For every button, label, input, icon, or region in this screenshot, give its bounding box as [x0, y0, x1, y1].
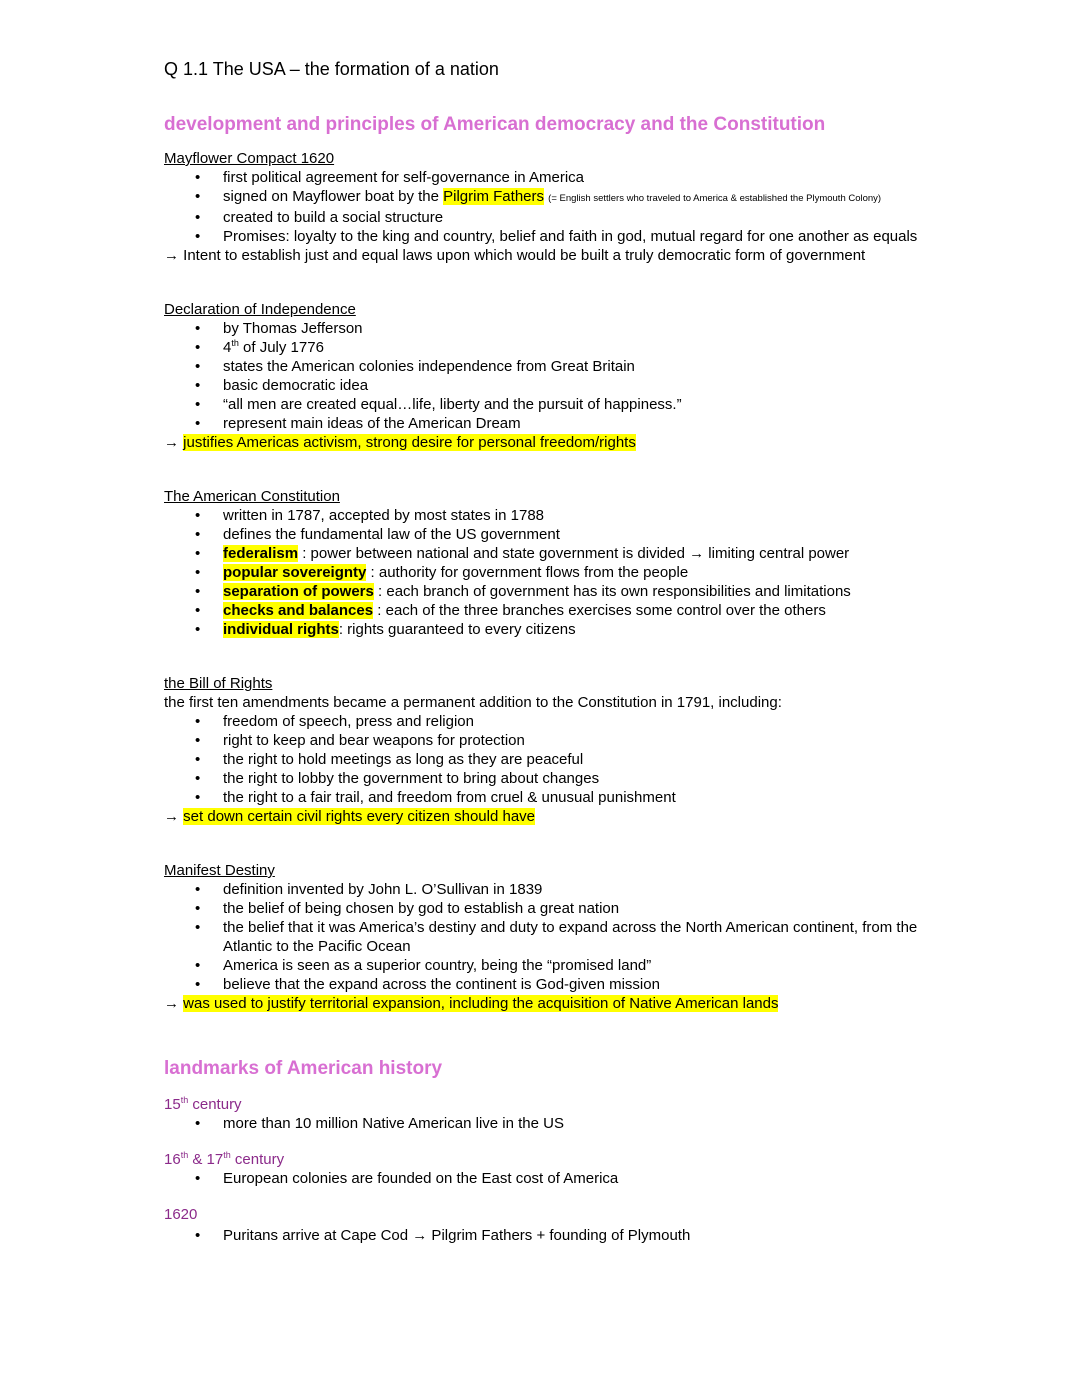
list-item	[164, 769, 924, 788]
mayflower-compact-list	[164, 168, 924, 246]
term-checks-and-balances: checks and balances	[223, 602, 374, 619]
manifest-destiny-list	[164, 880, 924, 994]
landmark-list	[164, 1226, 924, 1245]
list-item-text: created to build a social structure	[223, 209, 444, 226]
superscript: th	[223, 1150, 231, 1160]
list-item-text: freedom of speech, press and religion	[223, 713, 474, 730]
list-item	[164, 227, 924, 246]
conclusion-text: was used to justify territorial expansion, including the acquisition of Native American lands	[183, 995, 779, 1012]
highlight-pilgrim-fathers: Pilgrim Fathers	[443, 188, 544, 205]
list-item-text: defines the fundamental law of the US government	[223, 526, 560, 543]
list-item-text: written in 1787, accepted by most states in 1788	[223, 507, 545, 524]
superscript: th	[180, 1150, 189, 1160]
list-item	[164, 1169, 924, 1188]
constitution-list	[164, 506, 924, 639]
list-item-text: Puritans arrive at Cape Cod	[223, 1227, 413, 1244]
document-content	[164, 58, 924, 1262]
list-item-text: more than 10 million Native American live in the US	[223, 1115, 564, 1132]
section-heading-democracy: development and principles of American democracy and the Constitution	[164, 114, 826, 135]
list-item-text: : power between national and state government is divided → limiting central power	[298, 545, 850, 562]
list-item	[164, 376, 924, 395]
list-item	[164, 168, 924, 187]
constitution-block	[164, 487, 924, 639]
landmark-heading-text: & 17	[188, 1151, 224, 1168]
landmark-heading-text: century	[230, 1151, 285, 1168]
landmark-heading-text: century	[188, 1096, 242, 1113]
term-popular-sovereignty: popular sovereignty	[223, 564, 367, 581]
conclusion-text: Intent to establish just and equal laws upon which would be built a truly democratic form of government	[183, 247, 866, 264]
landmark-heading	[164, 1095, 924, 1114]
list-item	[164, 525, 924, 544]
term-federalism: federalism	[223, 545, 299, 562]
list-item-text: basic democratic idea	[223, 377, 369, 394]
conclusion-text: set down certain civil rights every citizen should have	[183, 808, 536, 825]
term-individual-rights: individual rights	[223, 621, 339, 638]
list-item	[164, 601, 924, 620]
list-item	[164, 395, 924, 414]
landmark-list	[164, 1169, 924, 1188]
landmark-heading: 1620	[164, 1206, 198, 1223]
list-item	[164, 414, 924, 433]
landmark-heading-text: 16	[164, 1151, 181, 1168]
landmark-list	[164, 1114, 924, 1133]
landmark-heading	[164, 1150, 924, 1169]
list-item-text: : each branch of government has its own responsibilities and limitations	[373, 583, 851, 600]
declaration-list	[164, 319, 924, 433]
list-item	[164, 956, 924, 975]
list-item-text: the right to hold meetings as long as they are peaceful	[223, 751, 584, 768]
list-item	[164, 1114, 924, 1133]
bill-of-rights-conclusion	[164, 807, 924, 826]
list-item-text: the right to lobby the government to bring about changes	[223, 770, 600, 787]
manifest-destiny-title: Manifest Destiny	[164, 862, 275, 879]
list-item-text: Promises: loyalty to the king and country, belief and faith in god, mutual regard for one another as equals	[223, 228, 918, 245]
mayflower-compact-block	[164, 149, 924, 265]
list-item-text: signed on Mayflower boat by the	[223, 188, 444, 205]
document-title: Q 1.1 The USA – the formation of a nation	[164, 59, 499, 79]
arrow-icon: →	[164, 995, 179, 1012]
manifest-destiny-block	[164, 861, 924, 1013]
superscript: th	[180, 1095, 189, 1105]
list-item-text: 4	[223, 339, 232, 356]
list-item-text: : authority for government flows from the people	[366, 564, 689, 581]
list-item-text: America is seen as a superior country, being the “promised land”	[223, 957, 652, 974]
arrow-icon: →	[164, 434, 179, 451]
list-item	[164, 544, 924, 563]
list-item-text: : rights guaranteed to every citizens	[338, 621, 576, 638]
superscript: th	[231, 338, 239, 348]
list-item-text: the belief that it was America’s destiny and duty to expand across the North American continent, from the Atlantic to the Pacific Ocean	[223, 919, 918, 955]
arrow-icon: →	[164, 808, 179, 825]
list-item	[164, 506, 924, 525]
term-separation-of-powers: separation of powers	[223, 583, 374, 600]
landmark-heading-text: 15	[164, 1096, 181, 1113]
list-item	[164, 788, 924, 807]
list-item	[164, 731, 924, 750]
declaration-title: Declaration of Independence	[164, 301, 356, 318]
arrow-icon: →	[412, 1227, 428, 1244]
list-item-text: Pilgrim Fathers + founding of Plymouth	[427, 1227, 691, 1244]
list-item-text: the right to a fair trail, and freedom from cruel & unusual punishment	[223, 789, 676, 806]
list-item-text: : each of the three branches exercises some control over the others	[373, 602, 826, 619]
list-item	[164, 208, 924, 227]
footnote-pilgrim-fathers: (= English settlers who traveled to America & established the Plymouth Colony)	[548, 193, 882, 204]
list-item	[164, 918, 924, 956]
list-item	[164, 319, 924, 338]
bill-of-rights-title: the Bill of Rights	[164, 675, 273, 692]
list-item-text: “all men are created equal…life, liberty and the pursuit of happiness.”	[223, 396, 682, 413]
list-item-text: European colonies are founded on the East cost of America	[223, 1170, 619, 1187]
constitution-title: The American Constitution	[164, 488, 340, 505]
list-item-text: of July 1776	[238, 339, 324, 356]
arrow-icon: →	[164, 247, 179, 264]
list-item-text: states the American colonies independence from Great Britain	[223, 358, 635, 375]
list-item	[164, 187, 924, 208]
manifest-destiny-conclusion	[164, 994, 924, 1013]
list-item-text: by Thomas Jefferson	[223, 320, 363, 337]
landmark-1620	[164, 1205, 924, 1245]
list-item	[164, 582, 924, 601]
landmark-16th-17th-century	[164, 1150, 924, 1188]
bill-of-rights-block	[164, 674, 924, 826]
list-item	[164, 750, 924, 769]
list-item	[164, 880, 924, 899]
list-item-text: first political agreement for self-governance in America	[223, 169, 584, 186]
section-heading-landmarks: landmarks of American history	[164, 1058, 443, 1079]
declaration-conclusion	[164, 433, 924, 452]
list-item	[164, 975, 924, 994]
list-item-text: definition invented by John L. O’Sullivan in 1839	[223, 881, 543, 898]
list-item	[164, 899, 924, 918]
mayflower-conclusion	[164, 246, 924, 265]
list-item	[164, 357, 924, 376]
bill-of-rights-list	[164, 712, 924, 807]
list-item	[164, 563, 924, 582]
list-item	[164, 1226, 924, 1245]
list-item-text: the belief of being chosen by god to establish a great nation	[223, 900, 620, 917]
mayflower-compact-title: Mayflower Compact 1620	[164, 150, 335, 167]
bill-of-rights-intro: the first ten amendments became a permanent addition to the Constitution in 1791, including:	[164, 694, 782, 711]
list-item-text: right to keep and bear weapons for protection	[223, 732, 525, 749]
list-item	[164, 338, 924, 357]
list-item	[164, 620, 924, 639]
landmark-15th-century	[164, 1095, 924, 1133]
list-item	[164, 712, 924, 731]
list-item-text: believe that the expand across the continent is God-given mission	[223, 976, 660, 993]
conclusion-text: justifies Americas activism, strong desire for personal freedom/rights	[183, 434, 636, 451]
declaration-block	[164, 300, 924, 452]
list-item-text: represent main ideas of the American Dream	[223, 415, 521, 432]
